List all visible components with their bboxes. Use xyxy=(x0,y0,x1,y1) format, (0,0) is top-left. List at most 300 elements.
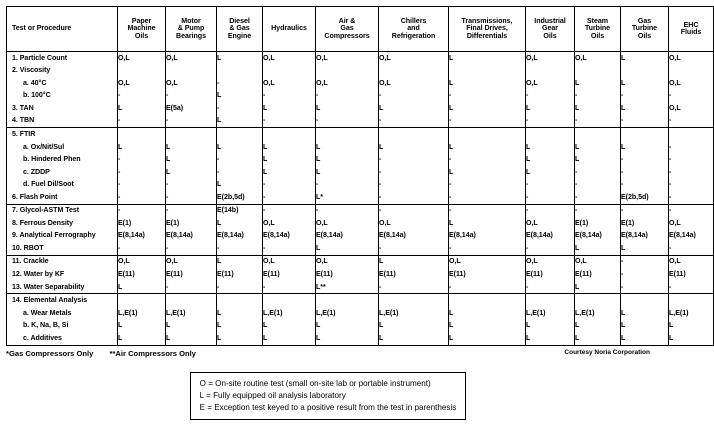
cell-industrial-gear-oils xyxy=(526,65,575,78)
cell-air-gas-compressors xyxy=(316,65,379,78)
column-header-test-or-procedure: Test or Procedure xyxy=(7,7,118,52)
table-row xyxy=(7,255,714,268)
cell-ehc-fluids: - xyxy=(669,281,714,294)
cell-hydraulics: E(8,14a) xyxy=(263,230,316,243)
cell-steam-turbine-oils: L xyxy=(575,153,621,166)
column-header-line: Engine xyxy=(227,31,252,40)
column-header-line: Oils xyxy=(543,31,557,40)
column-header-motor-pump-bearings xyxy=(166,7,217,52)
cell-diesel-gas-engine: - xyxy=(217,153,263,166)
cell-steam-turbine-oils xyxy=(575,128,621,141)
table-row xyxy=(7,141,714,154)
cell-steam-turbine-oils: E(11) xyxy=(575,268,621,281)
cell-gas-turbine-oils xyxy=(621,65,669,78)
cell-hydraulics: - xyxy=(263,281,316,294)
cell-industrial-gear-oils xyxy=(526,294,575,307)
column-header-line: Refrigeration xyxy=(391,31,436,40)
column-header-line: Diesel xyxy=(229,17,250,26)
row-label: c. Additives xyxy=(7,332,118,345)
column-header-line: Oils xyxy=(637,31,652,40)
cell-air-gas-compressors: L xyxy=(316,166,379,179)
cell-paper-machine-oils: E(11) xyxy=(118,268,166,281)
cell-motor-pump-bearings: L xyxy=(166,166,217,179)
cell-hydraulics: - xyxy=(263,90,316,103)
column-header-air-gas-compressors xyxy=(316,7,379,52)
cell-motor-pump-bearings: L,E(1) xyxy=(166,307,217,320)
cell-hydraulics: L xyxy=(263,141,316,154)
table-row xyxy=(7,102,714,115)
cell-ehc-fluids: E(11) xyxy=(669,268,714,281)
cell-industrial-gear-oils: E(8,14a) xyxy=(526,230,575,243)
cell-gas-turbine-oils: - xyxy=(621,115,669,128)
cell-gas-turbine-oils: E(1) xyxy=(621,217,669,230)
cell-gas-turbine-oils xyxy=(621,128,669,141)
row-label: 8. Ferrous Density xyxy=(7,217,118,230)
cell-steam-turbine-oils xyxy=(575,65,621,78)
table-row xyxy=(7,230,714,243)
cell-gas-turbine-oils: L xyxy=(621,141,669,154)
cell-air-gas-compressors: - xyxy=(316,115,379,128)
cell-steam-turbine-oils: E(1) xyxy=(575,217,621,230)
cell-motor-pump-bearings: - xyxy=(166,242,217,255)
column-header-line: Fluids xyxy=(680,28,702,36)
cell-gas-turbine-oils: - xyxy=(621,153,669,166)
cell-transmissions-final-drives-differentials: L xyxy=(449,166,526,179)
cell-hydraulics xyxy=(263,128,316,141)
cell-diesel-gas-engine: L xyxy=(217,332,263,345)
cell-ehc-fluids: - xyxy=(669,90,714,103)
cell-ehc-fluids: - xyxy=(669,242,714,255)
cell-air-gas-compressors xyxy=(316,294,379,307)
cell-motor-pump-bearings: O,L xyxy=(166,255,217,268)
cell-hydraulics: L xyxy=(263,102,316,115)
row-label: 5. FTIR xyxy=(7,128,118,141)
cell-industrial-gear-oils: - xyxy=(526,204,575,217)
cell-motor-pump-bearings xyxy=(166,65,217,78)
cell-paper-machine-oils: L xyxy=(118,281,166,294)
cell-industrial-gear-oils: L xyxy=(526,141,575,154)
cell-gas-turbine-oils: - xyxy=(621,90,669,103)
cell-hydraulics: E(11) xyxy=(263,268,316,281)
cell-motor-pump-bearings: L xyxy=(166,141,217,154)
column-header-line: Machine xyxy=(127,24,156,33)
cell-air-gas-compressors: L xyxy=(316,141,379,154)
cell-paper-machine-oils xyxy=(118,65,166,78)
cell-gas-turbine-oils: - xyxy=(621,255,669,268)
cell-industrial-gear-oils: - xyxy=(526,90,575,103)
table-row xyxy=(7,281,714,294)
cell-industrial-gear-oils: - xyxy=(526,191,575,204)
cell-chillers-refrigeration xyxy=(379,65,449,78)
footnote-gas-compressors: *Gas Compressors Only xyxy=(6,348,94,358)
cell-air-gas-compressors: L xyxy=(316,102,379,115)
cell-ehc-fluids: - xyxy=(669,153,714,166)
cell-transmissions-final-drives-differentials: L xyxy=(449,141,526,154)
table-row xyxy=(7,319,714,332)
column-header-line: Differentials xyxy=(466,31,508,40)
cell-industrial-gear-oils: L xyxy=(526,153,575,166)
cell-chillers-refrigeration: L xyxy=(379,332,449,345)
table-row xyxy=(7,65,714,78)
cell-motor-pump-bearings: E(1) xyxy=(166,217,217,230)
cell-industrial-gear-oils: L xyxy=(526,332,575,345)
cell-diesel-gas-engine: L xyxy=(217,307,263,320)
row-label: 10. RBOT xyxy=(7,242,118,255)
cell-motor-pump-bearings: - xyxy=(166,204,217,217)
cell-motor-pump-bearings: - xyxy=(166,178,217,191)
table-row xyxy=(7,204,714,217)
cell-chillers-refrigeration: L xyxy=(379,102,449,115)
cell-paper-machine-oils xyxy=(118,294,166,307)
legend-line: E = Exception test keyed to a positive result from the test in parenthesis xyxy=(199,402,457,412)
cell-steam-turbine-oils: L xyxy=(575,242,621,255)
cell-industrial-gear-oils: L xyxy=(526,319,575,332)
cell-ehc-fluids: L xyxy=(669,319,714,332)
cell-chillers-refrigeration: - xyxy=(379,115,449,128)
cell-paper-machine-oils: E(8,14a) xyxy=(118,230,166,243)
row-label: 1. Particle Count xyxy=(7,52,118,65)
cell-steam-turbine-oils: O,L xyxy=(575,52,621,65)
row-label: b. Hindered Phen xyxy=(7,153,118,166)
cell-motor-pump-bearings: O,L xyxy=(166,52,217,65)
cell-chillers-refrigeration: O,L xyxy=(379,217,449,230)
cell-gas-turbine-oils: L xyxy=(621,332,669,345)
cell-diesel-gas-engine: L xyxy=(217,178,263,191)
column-header-line: Gas xyxy=(340,24,354,33)
cell-chillers-refrigeration: L xyxy=(379,319,449,332)
table-row xyxy=(7,332,714,345)
legend-box xyxy=(190,372,467,421)
row-label: a. 40°C xyxy=(7,77,118,90)
cell-steam-turbine-oils: E(8,14a) xyxy=(575,230,621,243)
cell-hydraulics xyxy=(263,65,316,78)
cell-transmissions-final-drives-differentials: E(11) xyxy=(449,268,526,281)
cell-gas-turbine-oils: - xyxy=(621,281,669,294)
cell-paper-machine-oils: - xyxy=(118,178,166,191)
cell-steam-turbine-oils: L xyxy=(575,141,621,154)
cell-air-gas-compressors xyxy=(316,128,379,141)
cell-motor-pump-bearings: L xyxy=(166,332,217,345)
row-label: 3. TAN xyxy=(7,102,118,115)
cell-chillers-refrigeration: - xyxy=(379,166,449,179)
table-row xyxy=(7,178,714,191)
cell-air-gas-compressors: E(8,14a) xyxy=(316,230,379,243)
cell-gas-turbine-oils xyxy=(621,294,669,307)
column-header-line: Hydraulics xyxy=(271,24,307,33)
cell-hydraulics: - xyxy=(263,191,316,204)
row-label: 12. Water by KF xyxy=(7,268,118,281)
cell-hydraulics: L xyxy=(263,153,316,166)
cell-air-gas-compressors: L xyxy=(316,242,379,255)
cell-ehc-fluids xyxy=(669,294,714,307)
cell-chillers-refrigeration xyxy=(379,294,449,307)
cell-transmissions-final-drives-differentials: L xyxy=(449,102,526,115)
column-header-line: Turbine xyxy=(631,24,658,33)
cell-motor-pump-bearings xyxy=(166,294,217,307)
cell-steam-turbine-oils: L xyxy=(575,77,621,90)
cell-gas-turbine-oils: - xyxy=(621,178,669,191)
legend-line: L = Fully equipped oil analysis laboratory xyxy=(199,390,346,400)
row-label: d. Fuel Dil/Soot xyxy=(7,178,118,191)
column-header-chillers-refrigeration xyxy=(379,7,449,52)
cell-transmissions-final-drives-differentials: O,L xyxy=(449,255,526,268)
test-procedure-matrix-table xyxy=(6,6,714,346)
cell-industrial-gear-oils: - xyxy=(526,281,575,294)
cell-paper-machine-oils: - xyxy=(118,242,166,255)
table-row xyxy=(7,52,714,65)
cell-ehc-fluids: - xyxy=(669,204,714,217)
column-header-transmissions-final-drives-differentials xyxy=(449,7,526,52)
cell-chillers-refrigeration: - xyxy=(379,191,449,204)
cell-diesel-gas-engine: L xyxy=(217,141,263,154)
cell-chillers-refrigeration: - xyxy=(379,178,449,191)
table-row xyxy=(7,153,714,166)
table-header xyxy=(7,7,714,52)
cell-gas-turbine-oils: L xyxy=(621,77,669,90)
column-header-line: Motor xyxy=(181,17,201,26)
cell-steam-turbine-oils: - xyxy=(575,191,621,204)
cell-paper-machine-oils: L xyxy=(118,102,166,115)
cell-ehc-fluids: - xyxy=(669,191,714,204)
cell-diesel-gas-engine: - xyxy=(217,166,263,179)
cell-ehc-fluids: O,L xyxy=(669,52,714,65)
cell-motor-pump-bearings: E(11) xyxy=(166,268,217,281)
table-row xyxy=(7,294,714,307)
cell-motor-pump-bearings: E(8,14a) xyxy=(166,230,217,243)
column-header-line: Final Drives, xyxy=(466,24,508,33)
cell-ehc-fluids: - xyxy=(669,166,714,179)
cell-ehc-fluids: L xyxy=(669,332,714,345)
cell-steam-turbine-oils: O,L xyxy=(575,255,621,268)
cell-paper-machine-oils: - xyxy=(118,204,166,217)
cell-air-gas-compressors: O,L xyxy=(316,52,379,65)
cell-paper-machine-oils: E(1) xyxy=(118,217,166,230)
cell-hydraulics xyxy=(263,294,316,307)
footnotes-row xyxy=(6,349,650,358)
column-header-line: Oils xyxy=(590,31,605,40)
row-label: 9. Analytical Ferrography xyxy=(7,230,118,243)
cell-air-gas-compressors: - xyxy=(316,90,379,103)
column-header-line: Air & xyxy=(338,17,356,26)
cell-ehc-fluids: O,L xyxy=(669,77,714,90)
cell-gas-turbine-oils: - xyxy=(621,204,669,217)
table-row xyxy=(7,166,714,179)
cell-motor-pump-bearings: L xyxy=(166,153,217,166)
table-row xyxy=(7,268,714,281)
cell-paper-machine-oils: - xyxy=(118,191,166,204)
cell-air-gas-compressors: E(11) xyxy=(316,268,379,281)
table-row xyxy=(7,307,714,320)
cell-transmissions-final-drives-differentials: L xyxy=(449,319,526,332)
column-header-line: Paper xyxy=(131,17,152,26)
cell-air-gas-compressors: L,E(1) xyxy=(316,307,379,320)
cell-industrial-gear-oils: L xyxy=(526,166,575,179)
column-header-line: Transmissions, xyxy=(461,17,513,26)
cell-industrial-gear-oils: E(11) xyxy=(526,268,575,281)
cell-paper-machine-oils: L xyxy=(118,141,166,154)
cell-diesel-gas-engine xyxy=(217,65,263,78)
cell-industrial-gear-oils: - xyxy=(526,115,575,128)
cell-hydraulics: L xyxy=(263,319,316,332)
row-label: 4. TBN xyxy=(7,115,118,128)
cell-air-gas-compressors: L xyxy=(316,319,379,332)
column-header-line: Gas xyxy=(637,17,652,26)
cell-industrial-gear-oils: - xyxy=(526,242,575,255)
cell-diesel-gas-engine xyxy=(217,294,263,307)
cell-industrial-gear-oils: O,L xyxy=(526,52,575,65)
row-label: a. Ox/Nit/Sul xyxy=(7,141,118,154)
column-header-line: Chillers xyxy=(400,17,427,26)
cell-ehc-fluids: O,L xyxy=(669,255,714,268)
cell-diesel-gas-engine: E(8,14a) xyxy=(217,230,263,243)
column-header-ehc-fluids xyxy=(669,7,714,52)
cell-air-gas-compressors: L** xyxy=(316,281,379,294)
column-header-hydraulics xyxy=(263,7,316,52)
column-header-paper-machine-oils xyxy=(118,7,166,52)
cell-paper-machine-oils: O,L xyxy=(118,52,166,65)
cell-paper-machine-oils: L,E(1) xyxy=(118,307,166,320)
cell-chillers-refrigeration: O,L xyxy=(379,77,449,90)
cell-paper-machine-oils: - xyxy=(118,90,166,103)
courtesy-credit: Courtesy Noria Corporation xyxy=(564,348,650,356)
cell-motor-pump-bearings: O,L xyxy=(166,77,217,90)
cell-ehc-fluids: E(8,14a) xyxy=(669,230,714,243)
cell-gas-turbine-oils: E(8,14a) xyxy=(621,230,669,243)
footnote-air-compressors: **Air Compressors Only xyxy=(109,348,197,358)
cell-paper-machine-oils: - xyxy=(118,153,166,166)
cell-hydraulics: - xyxy=(263,204,316,217)
cell-motor-pump-bearings: - xyxy=(166,115,217,128)
cell-hydraulics: O,L xyxy=(263,52,316,65)
cell-motor-pump-bearings: L xyxy=(166,319,217,332)
cell-transmissions-final-drives-differentials xyxy=(449,65,526,78)
cell-air-gas-compressors: L xyxy=(316,153,379,166)
cell-ehc-fluids: - xyxy=(669,115,714,128)
cell-transmissions-final-drives-differentials xyxy=(449,128,526,141)
column-header-line: Compressors xyxy=(324,31,370,40)
cell-motor-pump-bearings xyxy=(166,128,217,141)
cell-chillers-refrigeration: L xyxy=(379,141,449,154)
row-label: 6. Flash Point xyxy=(7,191,118,204)
column-header-line: Gear xyxy=(542,24,558,33)
cell-transmissions-final-drives-differentials: L xyxy=(449,332,526,345)
cell-transmissions-final-drives-differentials: L xyxy=(449,307,526,320)
cell-industrial-gear-oils: O,L xyxy=(526,217,575,230)
cell-hydraulics: - xyxy=(263,242,316,255)
row-label: 7. Glycol-ASTM Test xyxy=(7,204,118,217)
cell-diesel-gas-engine: - xyxy=(217,102,263,115)
row-label: b. 100°C xyxy=(7,90,118,103)
table-body xyxy=(7,52,714,346)
cell-diesel-gas-engine: L xyxy=(217,255,263,268)
cell-diesel-gas-engine xyxy=(217,128,263,141)
cell-ehc-fluids: - xyxy=(669,178,714,191)
row-label: 14. Elemental Analysis xyxy=(7,294,118,307)
cell-industrial-gear-oils: L xyxy=(526,102,575,115)
cell-chillers-refrigeration: L xyxy=(379,255,449,268)
cell-ehc-fluids xyxy=(669,128,714,141)
cell-gas-turbine-oils: L xyxy=(621,242,669,255)
cell-ehc-fluids: - xyxy=(669,141,714,154)
cell-air-gas-compressors: - xyxy=(316,178,379,191)
cell-hydraulics: - xyxy=(263,178,316,191)
cell-ehc-fluids: O,L xyxy=(669,102,714,115)
table-row xyxy=(7,115,714,128)
cell-chillers-refrigeration xyxy=(379,128,449,141)
cell-gas-turbine-oils: - xyxy=(621,166,669,179)
cell-air-gas-compressors: - xyxy=(316,204,379,217)
cell-diesel-gas-engine: - xyxy=(217,77,263,90)
column-header-diesel-gas-engine xyxy=(217,7,263,52)
cell-air-gas-compressors: L* xyxy=(316,191,379,204)
cell-gas-turbine-oils: L xyxy=(621,52,669,65)
column-header-line: & Gas xyxy=(229,24,250,33)
column-header-steam-turbine-oils xyxy=(575,7,621,52)
cell-air-gas-compressors: L xyxy=(316,332,379,345)
table-row xyxy=(7,191,714,204)
cell-ehc-fluids: O,L xyxy=(669,217,714,230)
cell-chillers-refrigeration: - xyxy=(379,90,449,103)
row-label: 11. Crackle xyxy=(7,255,118,268)
cell-hydraulics: O,L xyxy=(263,77,316,90)
cell-transmissions-final-drives-differentials: - xyxy=(449,281,526,294)
cell-industrial-gear-oils xyxy=(526,128,575,141)
cell-paper-machine-oils: O,L xyxy=(118,255,166,268)
cell-steam-turbine-oils: - xyxy=(575,178,621,191)
cell-diesel-gas-engine: E(2b,5d) xyxy=(217,191,263,204)
cell-gas-turbine-oils: L xyxy=(621,102,669,115)
column-header-gas-turbine-oils xyxy=(621,7,669,52)
cell-hydraulics: L,E(1) xyxy=(263,307,316,320)
table-row xyxy=(7,217,714,230)
cell-diesel-gas-engine: - xyxy=(217,242,263,255)
cell-chillers-refrigeration: E(8,14a) xyxy=(379,230,449,243)
cell-steam-turbine-oils: L,E(1) xyxy=(575,307,621,320)
cell-transmissions-final-drives-differentials: - xyxy=(449,115,526,128)
row-label: 2. Viscosity xyxy=(7,65,118,78)
cell-diesel-gas-engine: L xyxy=(217,52,263,65)
cell-transmissions-final-drives-differentials: L xyxy=(449,52,526,65)
cell-industrial-gear-oils: L,E(1) xyxy=(526,307,575,320)
cell-hydraulics: - xyxy=(263,115,316,128)
column-header-industrial-gear-oils xyxy=(526,7,575,52)
cell-steam-turbine-oils: L xyxy=(575,281,621,294)
cell-gas-turbine-oils: L xyxy=(621,307,669,320)
row-label: a. Wear Metals xyxy=(7,307,118,320)
table-row xyxy=(7,128,714,141)
column-header-line: Steam xyxy=(586,17,609,26)
cell-chillers-refrigeration: - xyxy=(379,242,449,255)
cell-diesel-gas-engine: E(14b) xyxy=(217,204,263,217)
cell-transmissions-final-drives-differentials: L xyxy=(449,217,526,230)
column-header-line: EHC xyxy=(683,20,699,29)
legend-line: O = On-site routine test (small on-site lab or portable instrument) xyxy=(199,378,431,388)
cell-gas-turbine-oils: E(2b,5d) xyxy=(621,191,669,204)
cell-transmissions-final-drives-differentials: - xyxy=(449,191,526,204)
footnote-markers xyxy=(6,349,210,358)
cell-motor-pump-bearings: - xyxy=(166,281,217,294)
cell-diesel-gas-engine: L xyxy=(217,90,263,103)
row-label: 13. Water Separability xyxy=(7,281,118,294)
cell-gas-turbine-oils: - xyxy=(621,268,669,281)
table-row xyxy=(7,77,714,90)
cell-hydraulics: L xyxy=(263,166,316,179)
cell-paper-machine-oils: - xyxy=(118,115,166,128)
cell-steam-turbine-oils: - xyxy=(575,115,621,128)
cell-hydraulics: O,L xyxy=(263,255,316,268)
cell-motor-pump-bearings: E(5a) xyxy=(166,102,217,115)
cell-transmissions-final-drives-differentials: - xyxy=(449,153,526,166)
